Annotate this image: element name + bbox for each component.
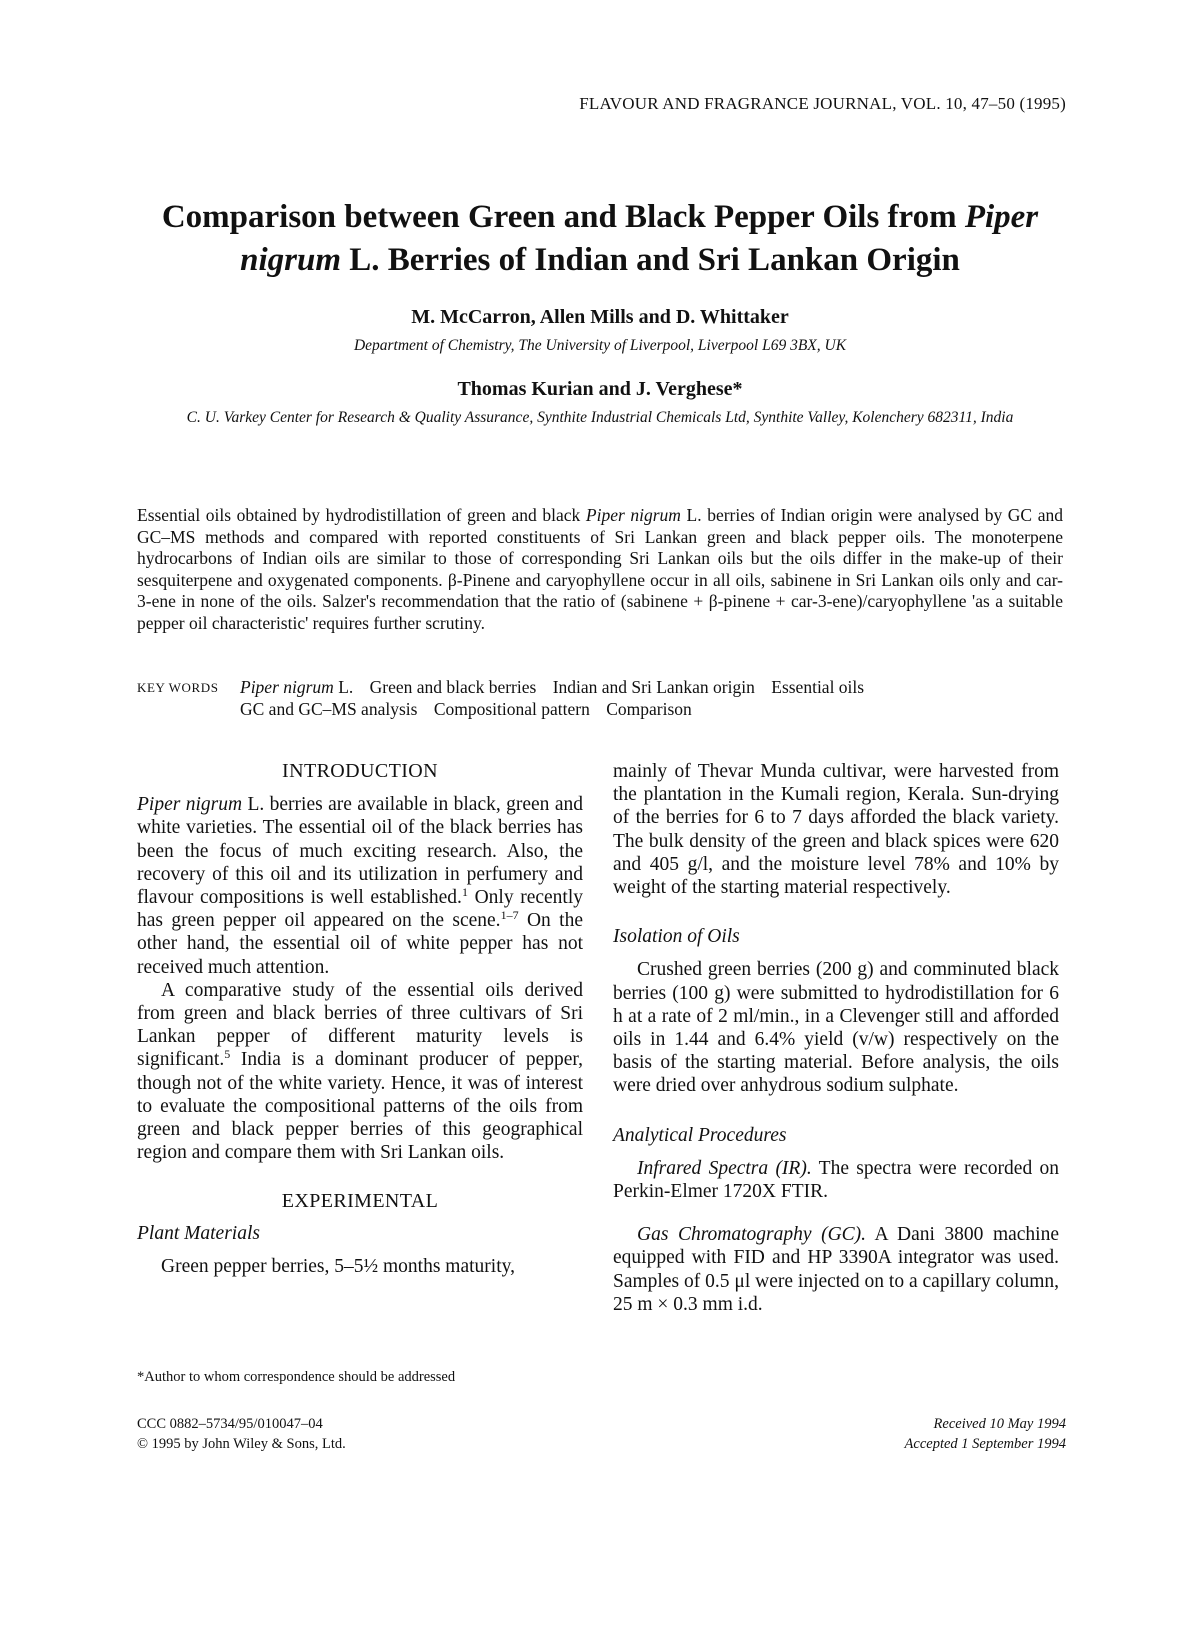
gc-heading: Gas Chromatography (GC). <box>637 1224 867 1246</box>
keywords-list <box>240 676 1066 720</box>
abstract <box>137 505 1063 634</box>
ir-paragraph <box>613 1157 1059 1203</box>
analytical-procedures-heading: Analytical Procedures <box>613 1124 787 1146</box>
ccc-code: CCC 0882–5734/95/010047–04 <box>137 1416 323 1432</box>
copyright-block <box>137 1414 346 1454</box>
keyword-item: Comparison <box>606 699 692 719</box>
title-part-2: L. Berries of Indian and Sri Lankan Origin <box>341 242 960 278</box>
affiliation-liverpool: Department of Chemistry, The University of Liverpool, Liverpool L69 3BX, UK <box>353 337 847 354</box>
gc-text: A Dani 3800 machine equipped with FID and HP 3390A integrator was used. Samples of 0.5 μl were injected on to a capillary column, 25 m × 0.3 mm i.d. <box>613 1224 1059 1315</box>
intro-p1-text-a: L. berries are available in black, green and white varieties. The essential oil of the black berries has been the focus of much exciting research. Also, the recovery of this oil and its utilization in perfumery and flavour compositions is well established. <box>137 794 583 909</box>
title-part-1: Comparison between Green and Black Pepper Oils from <box>161 199 965 235</box>
keyword-item <box>240 676 353 698</box>
left-column <box>137 760 583 1278</box>
intro-p1-text-c: On the other hand, the essential oil of white pepper has not received much attention. <box>137 910 584 978</box>
citation-1-7: 1–7 <box>500 908 519 923</box>
experimental-heading: EXPERIMENTAL <box>281 1190 439 1213</box>
plant-materials-heading: Plant Materials <box>137 1222 260 1244</box>
accepted-date: Accepted 1 September 1994 <box>904 1436 1066 1452</box>
keywords-label: KEY WORDS <box>137 680 219 695</box>
keyword-item: Green and black berries <box>369 677 537 697</box>
isolation-heading: Isolation of Oils <box>613 926 740 948</box>
intro-p2-text-b: India is a dominant producer of pepper, though not of the white variety. Hence, it was of interest to evaluate the compositional patterns of the oils from green and black pepper berries of this geographical region and compare them with Sri Lankan oils. <box>137 1049 583 1164</box>
abstract-species-italic: Piper nigrum <box>585 505 681 525</box>
correspondence-footnote: *Author to whom correspondence should be addressed <box>137 1369 456 1385</box>
ir-text: The spectra were recorded on Perkin-Elmer 1720X FTIR. <box>613 1157 1059 1203</box>
keyword-species-italic: Piper nigrum <box>240 677 334 697</box>
citation-5: 5 <box>224 1047 231 1062</box>
intro-paragraph-2 <box>137 979 583 1165</box>
received-date: Received 10 May 1994 <box>933 1416 1066 1432</box>
plant-materials-paragraph-cont: mainly of Thevar Munda cultivar, were harvested from the plantation in the Kumali region, Kerala. Sun-drying of the berries for 6 to 7 days afforded the black variety. The bulk density of the green and black spices were 620 and 405 g/l, and the moisture level 78% and 10% by weight of the starting material respectively. <box>613 761 1059 899</box>
intro-species-italic: Piper nigrum <box>137 794 243 816</box>
introduction-heading: INTRODUCTION <box>282 760 438 782</box>
plant-materials-paragraph-start: Green pepper berries, 5–5½ months maturity, <box>161 1255 515 1277</box>
affiliation-synthite: C. U. Varkey Center for Research & Quality Assurance, Synthite Industrial Chemicals Ltd, Synthite Valley, Kolenchery 682311, India <box>186 409 1014 426</box>
abstract-post: L. berries of Indian origin were analysed by GC and GC–MS methods and compared with reported constituents of Sri Lankan green and black pepper oils. The monoterpene hydrocarbons of Indian oils are similar to those of corresponding Sri Lankan oils but the oils differ in the make-up of their sesquiterpene and oxygenated components. β-Pinene and caryophyllene occur in all oils, sabinene in Sri Lankan oils only and car-3-ene in none of the oils. Salzer's recommendation that the ratio of (sabinene + β-pinene + car-3-ene)/caryophyllene 'as a suitable pepper oil characteristic' requires further scrutiny. <box>137 505 1063 633</box>
keyword-suffix: L. <box>333 677 354 697</box>
authors-synthite: Thomas Kurian and J. Verghese* <box>457 378 743 400</box>
dates-block <box>820 1414 1066 1454</box>
intro-p1-text-b: Only recently has green pepper oil appeared on the scene. <box>137 887 583 932</box>
right-column <box>613 760 1059 1316</box>
ir-heading: Infrared Spectra (IR). <box>637 1157 812 1179</box>
title-species-italic: Piper nigrum <box>240 199 1039 278</box>
intro-paragraph-1 <box>137 793 583 979</box>
keyword-item: Compositional pattern <box>433 699 590 719</box>
gc-paragraph <box>613 1223 1059 1316</box>
article-title <box>130 196 1070 282</box>
authors-liverpool: M. McCarron, Allen Mills and D. Whittaker <box>411 306 789 328</box>
isolation-paragraph: Crushed green berries (200 g) and comminuted black berries (100 g) were submitted to hydrodistillation for 6 h at a rate of 2 ml/min., in a Clevenger still and afforded oils in 1.44 and 6.4% yield (v/w) respectively on the basis of the starting material. Before analysis, the oils were dried over anhydrous sodium sulphate. <box>613 959 1059 1097</box>
abstract-pre: Essential oils obtained by hydrodistillation of green and black <box>137 505 586 525</box>
running-head: FLAVOUR AND FRAGRANCE JOURNAL, VOL. 10, 47–50 (1995) <box>579 94 1066 113</box>
keyword-item: Indian and Sri Lankan origin <box>552 677 755 697</box>
copyright-line: © 1995 by John Wiley & Sons, Ltd. <box>137 1436 346 1452</box>
citation-1: 1 <box>461 885 468 900</box>
intro-p2-text-a: A comparative study of the essential oils derived from green and black berries of three cultivars of Sri Lankan pepper of different maturity levels is significant. <box>137 979 583 1071</box>
keyword-item: GC and GC–MS analysis <box>240 699 418 719</box>
keyword-item: Essential oils <box>771 677 865 697</box>
